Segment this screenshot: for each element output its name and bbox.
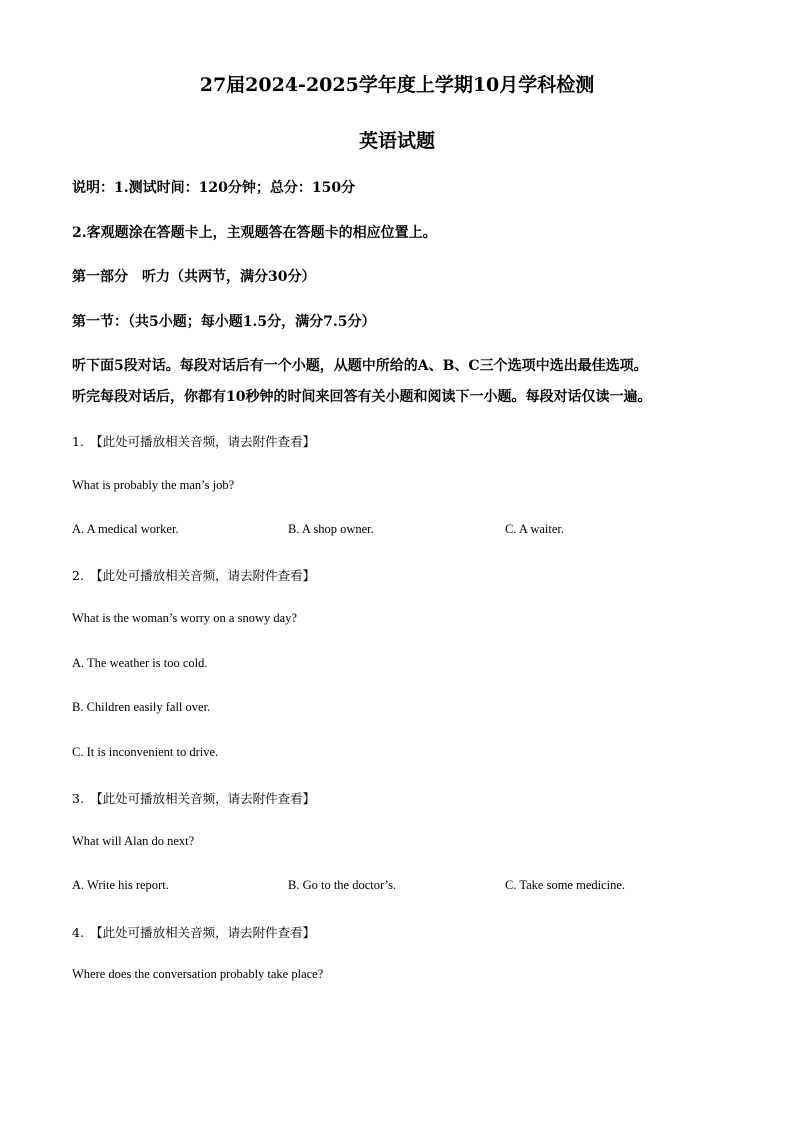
- directions-line-2: 听完每段对话后，你都有10秒钟的时间来回答有关小题和阅读下一小题。每段对话仅读一遍。: [72, 389, 652, 405]
- instruction-line-2: 2.客观题涂在答题卡上，主观题答在答题卡的相应位置上。: [72, 225, 437, 241]
- page-subtitle: 英语试题: [358, 130, 435, 152]
- question-3-option-a: A. Write his report.: [72, 878, 169, 892]
- instruction-line-1: 说明：1.测试时间：120分钟；总分：150分: [72, 180, 356, 196]
- question-2-option-c: C. It is inconvenient to drive.: [72, 745, 219, 759]
- question-3-option-c: C. Take some medicine.: [505, 878, 626, 892]
- question-1-option-a: A. A medical worker.: [72, 522, 179, 536]
- question-2-option-a: A. The weather is too cold.: [72, 656, 208, 670]
- question-3-audio[interactable]: 3. 【此处可播放相关音频，请去附件查看】: [72, 791, 316, 806]
- part1-heading: 第一部分 听力（共两节，满分30分）: [72, 269, 316, 285]
- question-4-text: Where does the conversation probably take place?: [72, 967, 324, 981]
- question-2-audio[interactable]: 2. 【此处可播放相关音频，请去附件查看】: [72, 568, 316, 583]
- page-title: 27届2024-2025学年度上学期10月学科检测: [199, 74, 595, 96]
- question-3-text: What will Alan do next?: [72, 834, 195, 848]
- directions-line-1: 听下面5段对话。每段对话后有一个小题，从题中所给的A、B、C三个选项中选出最佳选项。: [72, 358, 648, 374]
- question-2-text: What is the woman’s worry on a snowy day?: [72, 611, 297, 625]
- question-2-option-b: B. Children easily fall over.: [72, 700, 211, 714]
- section1-heading: 第一节：（共5小题；每小题1.5分，满分7.5分）: [72, 314, 376, 330]
- question-3-option-b: B. Go to the doctor’s.: [288, 878, 397, 892]
- question-1-option-b: B. A shop owner.: [288, 522, 374, 536]
- question-4-audio[interactable]: 4. 【此处可播放相关音频，请去附件查看】: [72, 925, 316, 940]
- question-1-audio[interactable]: 1. 【此处可播放相关音频，请去附件查看】: [72, 434, 316, 449]
- question-1-option-c: C. A waiter.: [505, 522, 565, 536]
- question-1-text: What is probably the man’s job?: [72, 478, 235, 492]
